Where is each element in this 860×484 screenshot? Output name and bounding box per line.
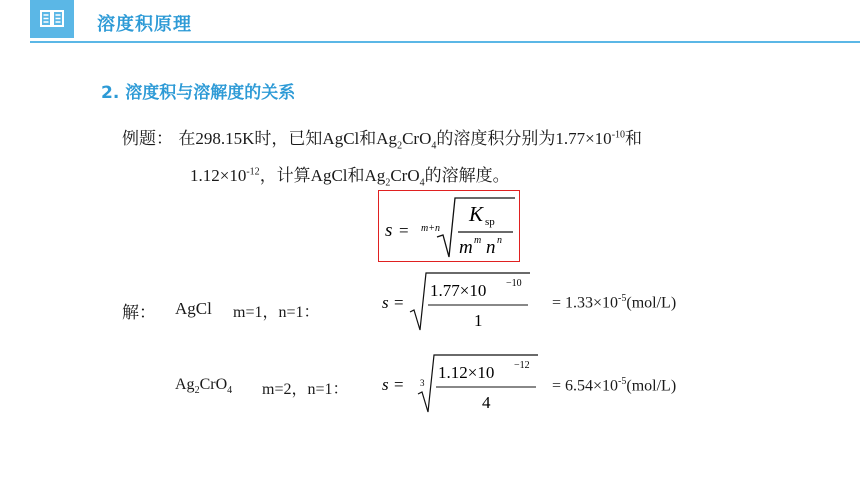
header-icon-box (30, 0, 74, 38)
ag2cro4-params: m=2，n=1： (262, 381, 349, 398)
agcl-lhs: s = (382, 293, 405, 312)
agcl-result: = $1.33\times 10^{-5}(mol/L)$ (552, 293, 677, 312)
agcl-denominator: 1 (474, 311, 483, 330)
ag2cro4-root-index: 3 (420, 378, 425, 388)
ag2cro4-equation (378, 350, 543, 416)
formula-denom-n-exp: n (497, 235, 502, 246)
page-title: 溶度积原理 (97, 14, 192, 35)
formula-eq: = (399, 221, 409, 240)
header-divider (30, 41, 860, 43)
agcl-params: m=1，n=1： (233, 304, 320, 321)
formula-root-index: m+n (421, 223, 440, 234)
formula-denom-m-exp: m (474, 235, 482, 246)
example-text-a: 在298.15K时，已知AgCl和Ag (178, 129, 398, 148)
ag2cro4-result: = $6.54\times 10^{-5}(mol/L)$ (552, 376, 677, 395)
general-formula-box (378, 190, 520, 262)
ag2cro4-compound: $Ag_2CrO_4$ (175, 376, 233, 397)
formula-denom-n: n (486, 237, 496, 258)
agcl-num-exp: −10 (506, 278, 522, 289)
example-label: 例题： (122, 129, 173, 149)
example-line-2: $1.12\times 10^{-12}$，计算AgCl和$Ag_2CrO_4$的溶解度。 (190, 166, 510, 189)
solution-label: 解： (122, 303, 156, 323)
formula-ksp: K (469, 202, 484, 226)
general-formula (379, 191, 519, 261)
section-title: 2. 溶度积与溶解度的关系 (101, 83, 296, 103)
agcl-equation (378, 268, 538, 334)
formula-ksp-sub: sp (485, 216, 495, 228)
formula-lhs: s (385, 220, 393, 241)
agcl-compound: AgCl (175, 299, 212, 318)
header (0, 0, 860, 44)
ag2cro4-denominator: 4 (482, 393, 491, 412)
ag2cro4-num-exp: −12 (514, 360, 530, 371)
formula-denom-m: m (459, 237, 473, 258)
book-icon (40, 9, 64, 29)
ag2cro4-numerator: 1.12×10 (438, 363, 495, 382)
ag2cro4-lhs: s = (382, 375, 405, 394)
agcl-numerator: 1.77×10 (430, 281, 487, 300)
example-line-1: 例题： 在298.15K时，已知AgCl和$Ag_2CrO_4$的溶度积分别为$1.77\times 10^{-10}$和 (122, 129, 643, 152)
